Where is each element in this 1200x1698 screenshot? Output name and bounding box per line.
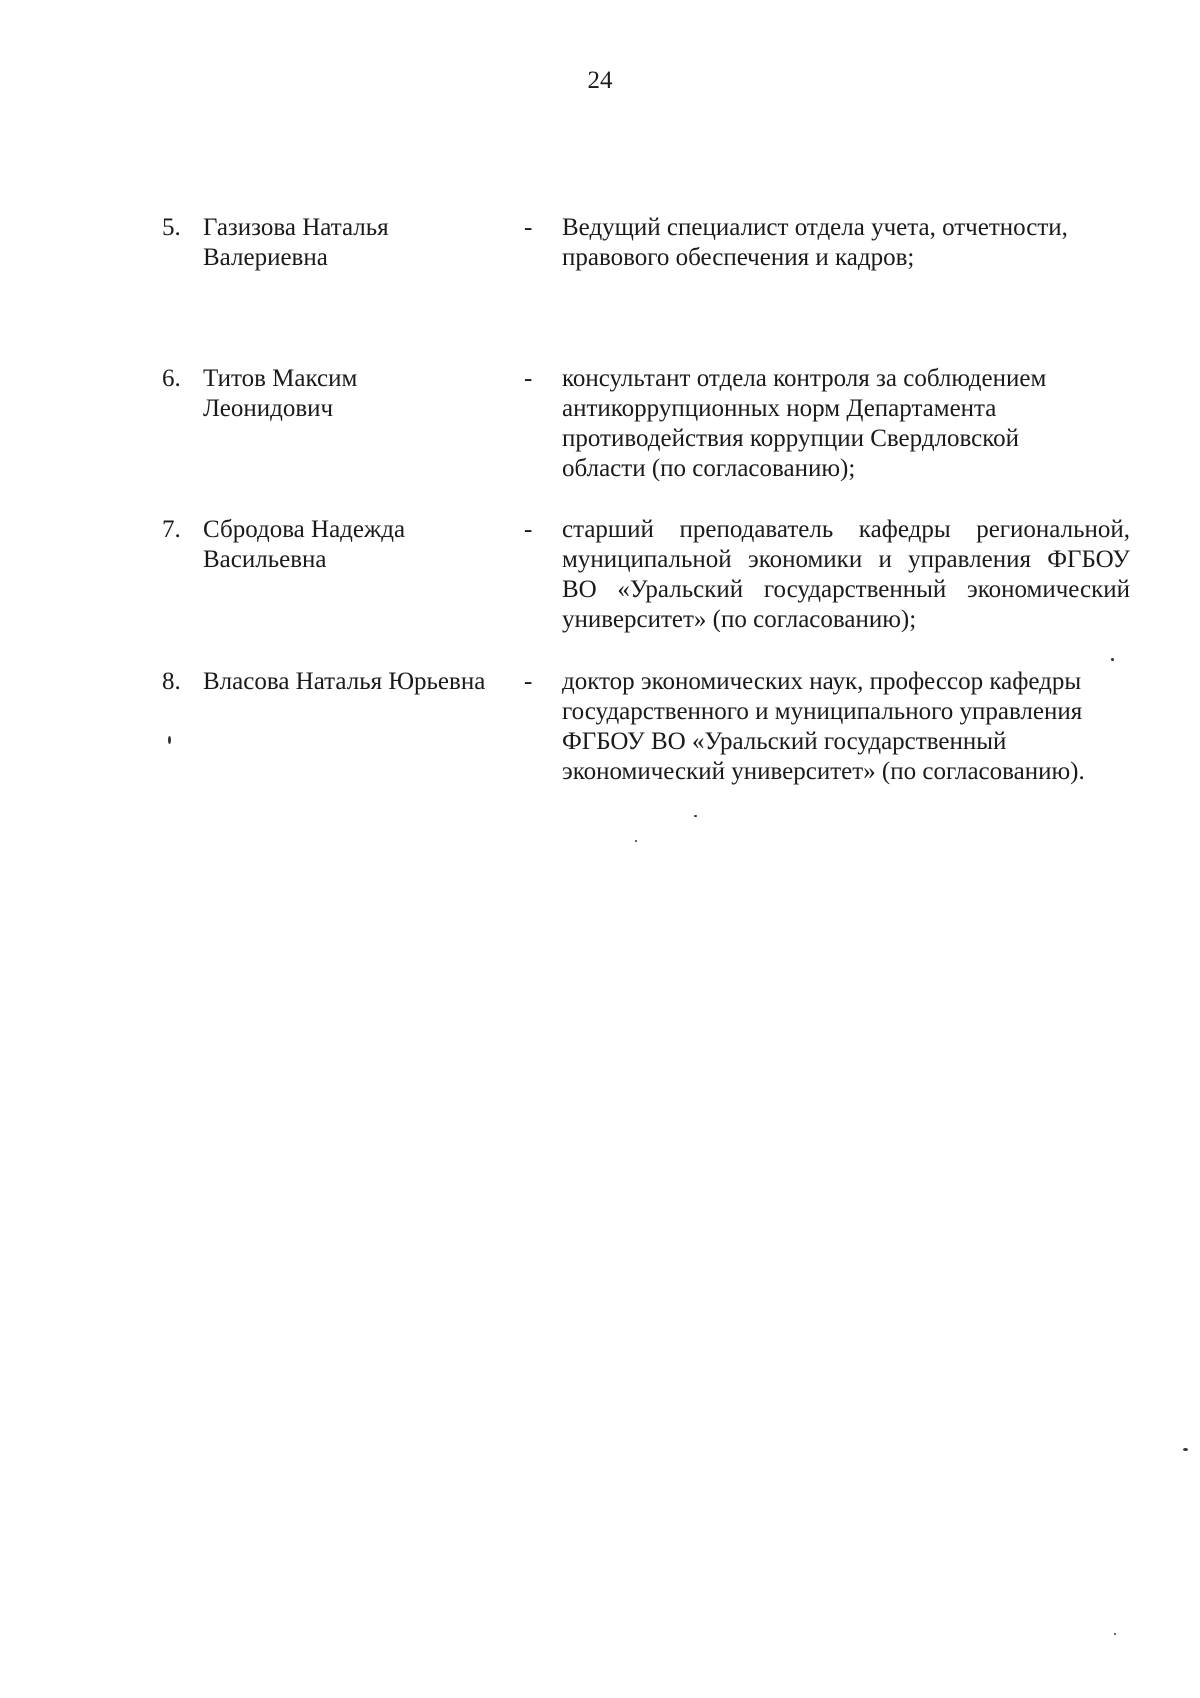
dash-separator: - xyxy=(524,516,533,543)
scan-speck xyxy=(1111,658,1114,661)
scan-speck xyxy=(694,815,697,817)
member-position: старший преподаватель кафедры региональной, муниципальной экономики и управления ФГБОУ ВО «Уральский государственный экономический университет» (по согласованию); xyxy=(562,516,1130,633)
page-number: 24 xyxy=(587,67,613,94)
scan-speck xyxy=(635,840,637,842)
member-position: Ведущий специалист отдела учета, отчетности, правового обеспечения и кадров; xyxy=(562,214,1068,271)
member-number: 6. xyxy=(162,365,181,392)
member-name: Сбродова Надежда Васильевна xyxy=(203,516,406,573)
scan-speck xyxy=(1183,1448,1188,1451)
member-number: 7. xyxy=(162,516,181,543)
member-name: Власова Наталья Юрьевна xyxy=(203,668,486,695)
dash-separator: - xyxy=(524,214,533,241)
member-position: доктор экономических наук, профессор кафедры государственного и муниципального управления ФГБОУ ВО «Уральский государственный экономический университет» (по согласованию). xyxy=(562,668,1085,785)
dash-separator: - xyxy=(524,365,533,392)
member-number: 8. xyxy=(162,668,181,695)
member-position: консультант отдела контроля за соблюдением антикоррупционных норм Департамента противодействия коррупции Свердловской области (по согласованию); xyxy=(562,365,1047,482)
member-name: Титов Максим Леонидович xyxy=(203,365,358,422)
member-name: Газизова Наталья Валериевна xyxy=(203,214,389,271)
member-number: 5. xyxy=(162,214,181,241)
dash-separator: - xyxy=(524,668,533,695)
scan-speck xyxy=(168,736,171,744)
scan-speck xyxy=(1114,1633,1116,1635)
